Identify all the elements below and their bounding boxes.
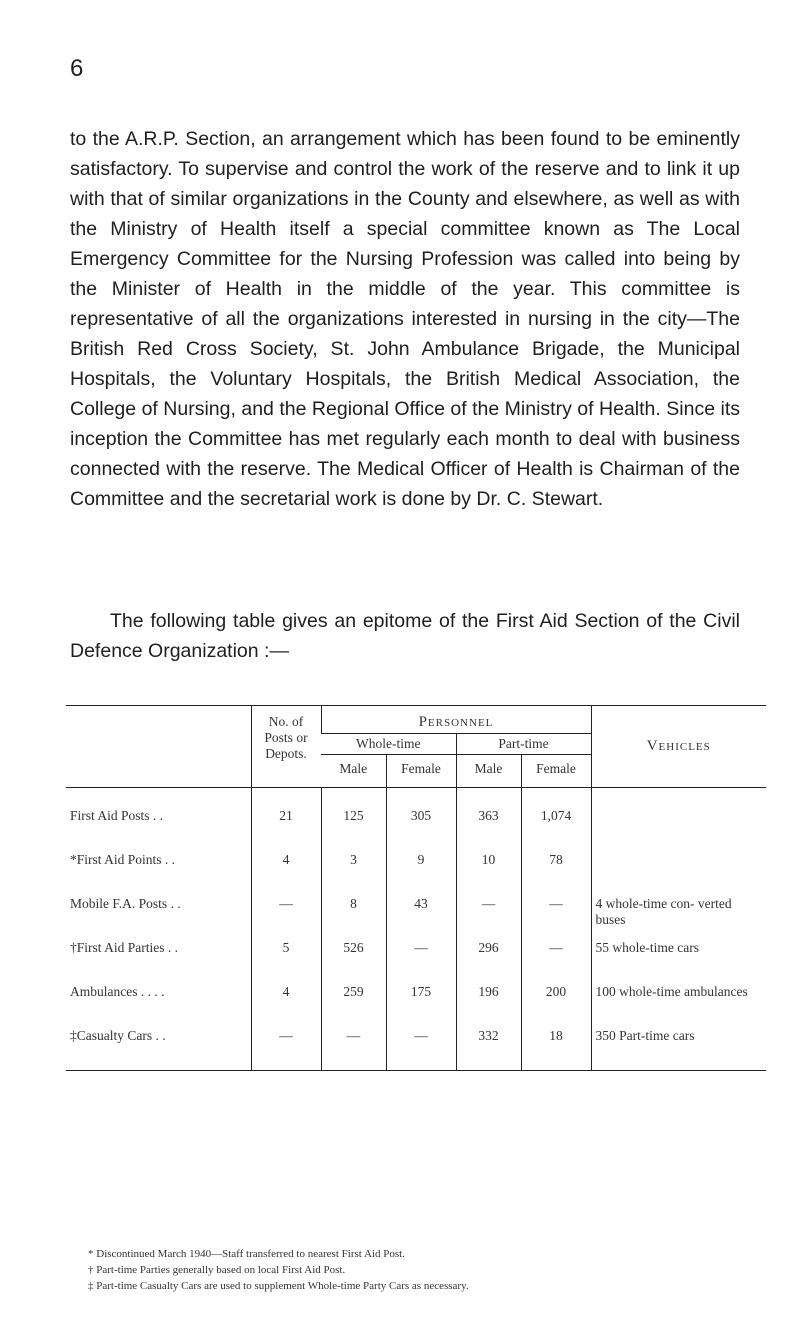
table-row — [66, 788, 766, 851]
row-label-header — [66, 706, 251, 788]
wt-male-cell: 3 — [321, 850, 386, 894]
table-row — [66, 938, 766, 982]
posts-cell: — — [251, 1026, 321, 1071]
row-label: †First Aid Parties . . — [70, 940, 179, 955]
footnote: † Part-time Parties generally based on local First Aid Post. — [88, 1264, 346, 1276]
pt-female-cell: 18 — [521, 1026, 591, 1071]
body-paragraph-2: The following table gives an epitome of the First Aid Section of the Civil Defence Organization :— — [70, 610, 740, 662]
posts-cell: 4 — [251, 982, 321, 1026]
vehicles-cell: 4 whole-time con- verted buses — [591, 894, 766, 938]
part-time-header: Part-time — [456, 734, 591, 755]
pt-female-cell: — — [521, 894, 591, 938]
pt-female-cell: — — [521, 938, 591, 982]
posts-header: No. of Posts or Depots. — [251, 706, 321, 788]
whole-time-header: Whole-time — [321, 734, 456, 755]
vehicles-cell — [591, 850, 766, 894]
wt-female-cell: 175 — [386, 982, 456, 1026]
pt-male-header: Male — [456, 755, 521, 788]
wt-male-cell: 8 — [321, 894, 386, 938]
vehicles-cell: 350 Part-time cars — [591, 1026, 766, 1071]
row-label: *First Aid Points . . — [70, 852, 176, 867]
wt-male-cell: — — [321, 1026, 386, 1071]
table-row — [66, 850, 766, 894]
row-label: First Aid Posts . . — [70, 808, 164, 823]
posts-cell: 4 — [251, 850, 321, 894]
wt-female-cell: — — [386, 1026, 456, 1071]
posts-cell: — — [251, 894, 321, 938]
pt-male-cell: 332 — [456, 1026, 521, 1071]
pt-male-cell: 196 — [456, 982, 521, 1026]
wt-female-cell: 9 — [386, 850, 456, 894]
wt-male-cell: 125 — [321, 788, 386, 851]
table-row — [66, 894, 766, 938]
footnote: ‡ Part-time Casualty Cars are used to supplement Whole-time Party Cars as necessary. — [88, 1280, 469, 1292]
wt-female-cell: — — [386, 938, 456, 982]
pt-female-cell: 78 — [521, 850, 591, 894]
body-paragraph-1: to the A.R.P. Section, an arrangement which has been found to be eminently satisfactory. To supervise and control the work of the reserve and to link it up with that of similar organizations in the County and elsewhere, as well as with the Ministry of Health itself a special committee known as The Local Emergency Committee for the Nursing Profession was called into being by the Minister of Health in the middle of the year. This committee is representative of all the organizations interested in nursing in the city—The British Red Cross Society, St. John Ambulance Brigade, the Municipal Hospitals, the Voluntary Hospitals, the British Medical Association, the College of Nursing, and the Regional Office of the Ministry of Health. Since its inception the Committee has met regularly each month to deal with business connected with the reserve. The Medical Officer of Health is Chairman of the Committee and the secretarial work is done by Dr. C. Stewart. — [70, 128, 740, 510]
pt-male-cell: 363 — [456, 788, 521, 851]
pt-male-cell: 296 — [456, 938, 521, 982]
wt-male-cell: 526 — [321, 938, 386, 982]
vehicles-cell: 55 whole-time cars — [591, 938, 766, 982]
wt-female-cell: 305 — [386, 788, 456, 851]
pt-male-cell: 10 — [456, 850, 521, 894]
vehicles-header: Vehicles — [591, 706, 766, 788]
posts-cell: 5 — [251, 938, 321, 982]
wt-female-cell: 43 — [386, 894, 456, 938]
wt-male-header: Male — [321, 755, 386, 788]
pt-female-cell: 200 — [521, 982, 591, 1026]
row-label: ‡Casualty Cars . . — [70, 1028, 166, 1043]
posts-cell: 21 — [251, 788, 321, 851]
first-aid-epitome-table — [66, 705, 766, 1071]
pt-female-cell: 1,074 — [521, 788, 591, 851]
wt-female-header: Female — [386, 755, 456, 788]
footnotes — [88, 1246, 768, 1294]
footnote: * Discontinued March 1940—Staff transferred to nearest First Aid Post. — [88, 1248, 405, 1260]
wt-male-cell: 259 — [321, 982, 386, 1026]
row-label: Mobile F.A. Posts . . — [70, 896, 181, 911]
pt-female-header: Female — [521, 755, 591, 788]
table-row — [66, 982, 766, 1026]
vehicles-cell: 100 whole-time ambulances — [591, 982, 766, 1026]
table-row — [66, 1026, 766, 1071]
pt-male-cell: — — [456, 894, 521, 938]
row-label: Ambulances . . . . — [70, 984, 165, 999]
vehicles-cell — [591, 788, 766, 851]
personnel-header: Personnel — [321, 706, 591, 734]
page-number: 6 — [70, 55, 84, 82]
